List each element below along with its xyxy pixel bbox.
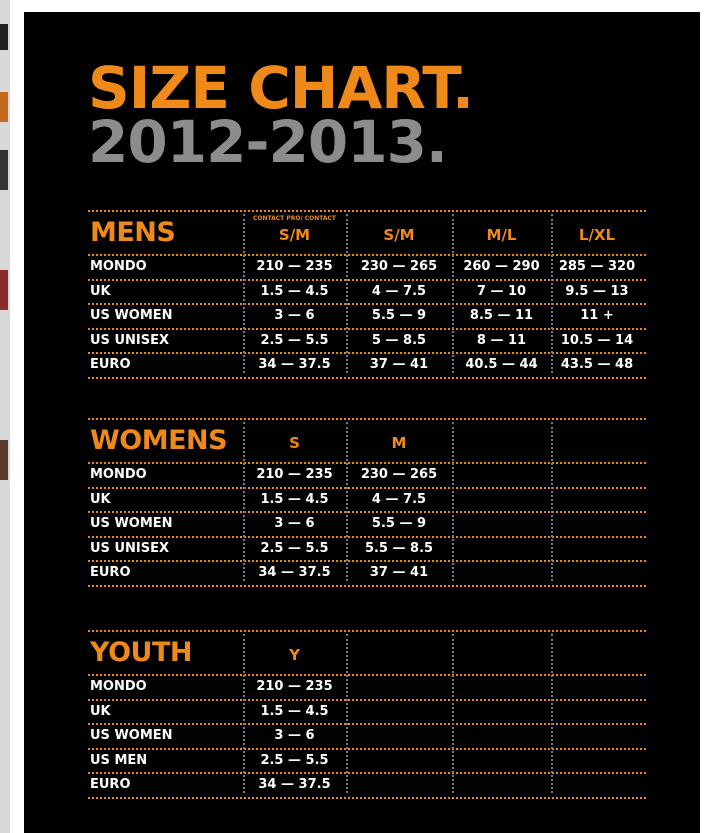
size-cell: 5.5 — 8.5 xyxy=(364,540,434,556)
size-cell: 8 — 11 xyxy=(476,332,527,348)
row-label: US UNISEX xyxy=(90,540,169,556)
row-label: MONDO xyxy=(90,259,147,274)
row-divider xyxy=(88,377,646,379)
size-cell: 2.5 — 5.5 xyxy=(260,752,329,768)
column-header: Y xyxy=(289,646,300,664)
row-label: US WOMEN xyxy=(90,516,173,531)
row-divider xyxy=(88,462,646,464)
size-cell: 8.5 — 11 xyxy=(469,308,534,323)
size-cell: 7 — 10 xyxy=(476,283,527,299)
column-header: S/M xyxy=(383,226,415,244)
size-cell: 4 — 7.5 xyxy=(371,283,427,299)
row-divider xyxy=(88,418,646,420)
background-fragment xyxy=(0,92,8,122)
row-divider xyxy=(88,748,646,750)
row-divider xyxy=(88,303,646,305)
size-cell: 1.5 — 4.5 xyxy=(260,283,329,299)
section-heading: WOMENS xyxy=(90,425,228,456)
column-divider xyxy=(452,634,454,793)
size-cell: 4 — 7.5 xyxy=(371,491,427,507)
column-header: S xyxy=(289,434,300,452)
size-cell: 260 — 290 xyxy=(463,259,540,274)
size-cell: 43.5 — 48 xyxy=(560,357,634,372)
background-fragment xyxy=(0,270,8,310)
row-divider xyxy=(88,210,646,212)
row-label: US UNISEX xyxy=(90,332,169,348)
size-chart-panel xyxy=(24,12,700,833)
background-fragment xyxy=(0,150,8,190)
size-cell: 210 — 235 xyxy=(256,467,333,482)
column-header: M xyxy=(391,434,407,452)
row-divider xyxy=(88,536,646,538)
size-cell: 3 — 6 xyxy=(274,516,315,531)
row-label: EURO xyxy=(90,565,131,580)
row-label: MONDO xyxy=(90,467,147,482)
title-season: 2012-2013. xyxy=(88,108,447,176)
size-cell: 11 + xyxy=(580,308,614,323)
row-divider xyxy=(88,772,646,774)
section-youth xyxy=(88,630,646,797)
row-divider xyxy=(88,352,646,354)
size-cell: 230 — 265 xyxy=(360,259,438,274)
size-cell: 10.5 — 14 xyxy=(560,332,634,348)
column-header: S/M xyxy=(278,226,311,244)
row-divider xyxy=(88,511,646,513)
background-page-strip xyxy=(0,0,10,833)
column-divider xyxy=(551,422,553,581)
row-divider xyxy=(88,723,646,725)
row-divider xyxy=(88,699,646,701)
row-divider xyxy=(88,797,646,799)
size-cell: 230 — 265 xyxy=(360,467,438,482)
column-divider xyxy=(551,634,553,793)
size-cell: 34 — 37.5 xyxy=(258,357,331,372)
column-divider xyxy=(346,634,348,793)
row-divider xyxy=(88,630,646,632)
row-label: MONDO xyxy=(90,679,147,694)
column-header: M/L xyxy=(486,226,517,244)
size-cell: 3 — 6 xyxy=(274,308,315,323)
size-cell: 37 — 41 xyxy=(369,565,429,580)
background-fragment xyxy=(0,24,8,50)
row-label: US WOMEN xyxy=(90,728,173,743)
column-sublabel: CONTACT PRO/ CONTACT xyxy=(252,215,337,222)
size-cell: 34 — 37.5 xyxy=(258,565,331,580)
size-cell: 1.5 — 4.5 xyxy=(260,491,329,507)
row-divider xyxy=(88,254,646,256)
row-label: UK xyxy=(90,283,111,299)
row-label: EURO xyxy=(90,777,131,792)
size-cell: 3 — 6 xyxy=(274,728,315,743)
size-cell: 2.5 — 5.5 xyxy=(260,332,329,348)
section-womens xyxy=(88,418,646,585)
row-label: UK xyxy=(90,491,111,507)
row-label: UK xyxy=(90,703,111,719)
size-cell: 1.5 — 4.5 xyxy=(260,703,329,719)
row-label: EURO xyxy=(90,357,131,372)
size-cell: 210 — 235 xyxy=(256,259,333,274)
row-divider xyxy=(88,560,646,562)
size-cell: 9.5 — 13 xyxy=(565,283,629,299)
row-divider xyxy=(88,585,646,587)
size-cell: 2.5 — 5.5 xyxy=(260,540,329,556)
row-divider xyxy=(88,328,646,330)
size-cell: 34 — 37.5 xyxy=(258,777,331,792)
section-heading: MENS xyxy=(90,217,176,248)
size-cell: 5.5 — 9 xyxy=(371,308,427,323)
column-header: L/XL xyxy=(578,226,616,244)
column-divider xyxy=(452,422,454,581)
section-mens xyxy=(88,210,646,377)
size-cell: 40.5 — 44 xyxy=(465,357,538,372)
row-label: US WOMEN xyxy=(90,308,173,323)
size-cell: 37 — 41 xyxy=(369,357,429,372)
row-divider xyxy=(88,487,646,489)
row-label: US MEN xyxy=(90,752,148,768)
size-cell: 5.5 — 9 xyxy=(371,516,427,531)
title-size-chart: SIZE CHART. xyxy=(88,54,474,122)
row-divider xyxy=(88,674,646,676)
background-fragment xyxy=(0,440,8,480)
size-cell: 5 — 8.5 xyxy=(371,332,427,348)
section-heading: YOUTH xyxy=(90,637,192,668)
size-cell: 210 — 235 xyxy=(256,679,333,694)
size-cell: 285 — 320 xyxy=(558,259,636,274)
row-divider xyxy=(88,279,646,281)
